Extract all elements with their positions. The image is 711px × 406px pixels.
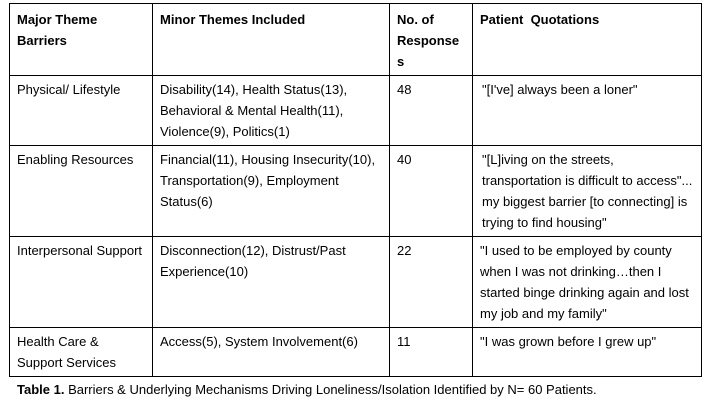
cell-theme: Physical/ Lifestyle [10, 76, 153, 146]
cell-theme: Enabling Resources [10, 146, 153, 237]
header-quotations: Patient Quotations [473, 4, 702, 76]
cell-quotation: "I used to be employed by county when I was not drinking…then I started binge drinking again and lost my job and my family" [473, 237, 702, 328]
cell-quotation: "[L]iving on the streets, transportation is difficult to access"... my biggest barrier [to connecting] is trying to find housing" [473, 146, 702, 237]
caption-label: Table 1. [17, 382, 65, 397]
cell-responses: 11 [390, 328, 473, 377]
table-row [10, 237, 702, 328]
table-caption [17, 381, 597, 399]
cell-quotation: "I was grown before I grew up" [473, 328, 702, 377]
table-row [10, 146, 702, 237]
cell-minor-themes: Financial(11), Housing Insecurity(10), Transportation(9), Employment Status(6) [153, 146, 390, 237]
cell-theme: Health Care & Support Services [10, 328, 153, 377]
cell-theme: Interpersonal Support [10, 237, 153, 328]
header-responses: No. of Responses [390, 4, 473, 76]
cell-responses: 48 [390, 76, 473, 146]
table-row [10, 76, 702, 146]
header-row [10, 4, 702, 76]
barriers-table [9, 3, 702, 377]
cell-minor-themes: Disability(14), Health Status(13), Behavioral & Mental Health(11), Violence(9), Politics(1) [153, 76, 390, 146]
caption-text: Barriers & Underlying Mechanisms Driving Loneliness/Isolation Identified by N= 60 Patients. [64, 382, 597, 397]
table-body [10, 76, 702, 377]
cell-quotation: "[I've] always been a loner" [473, 76, 702, 146]
cell-minor-themes: Access(5), System Involvement(6) [153, 328, 390, 377]
table-row [10, 328, 702, 377]
cell-responses: 40 [390, 146, 473, 237]
cell-responses: 22 [390, 237, 473, 328]
cell-minor-themes: Disconnection(12), Distrust/Past Experience(10) [153, 237, 390, 328]
table-header [10, 4, 702, 76]
header-major-theme: Major Theme Barriers [10, 4, 153, 76]
header-minor-themes: Minor Themes Included [153, 4, 390, 76]
